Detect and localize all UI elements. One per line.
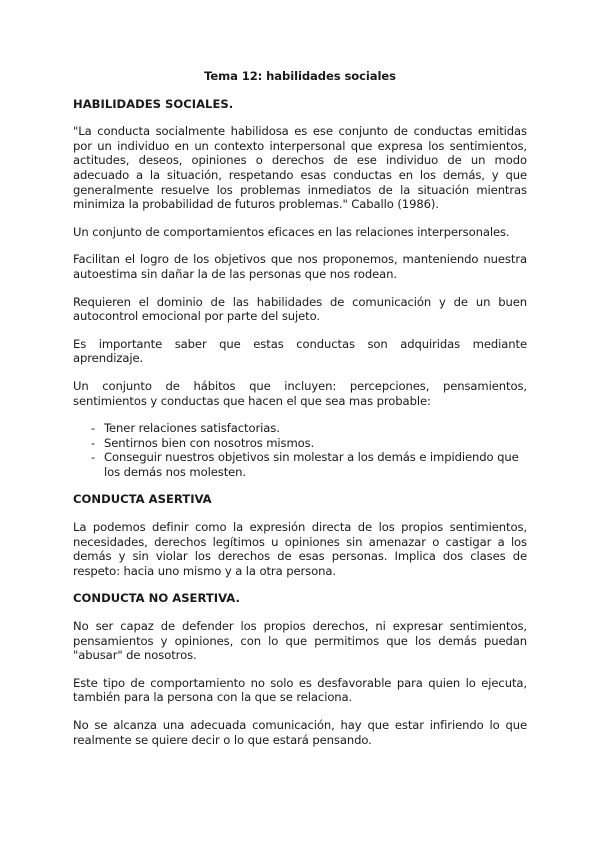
section-heading-conducta-asertiva: CONDUCTA ASERTIVA [73, 492, 212, 507]
bullet-dash: - [91, 450, 96, 465]
list-item-text: Tener relaciones satisfactorias. [104, 421, 280, 436]
list-item [91, 421, 527, 436]
paragraph: Facilitan el logro de los objetivos que nos proponemos, manteniendo nuestra autoestima sin dañar la de las personas que nos rodean. [73, 252, 527, 281]
bullet-dash: - [91, 435, 96, 450]
paragraph: Un conjunto de comportamientos eficaces en las relaciones interpersonales. [73, 224, 510, 239]
section-heading-habilidades-sociales: HABILIDADES SOCIALES. [73, 96, 234, 111]
paragraph: La podemos definir como la expresión directa de los propios sentimientos, necesidades, derechos legítimos u opiniones sin amenazar o castigar a los demás y sin violar los derechos de esas personas. Implica dos clases de respeto: hacia uno mismo y a la otra persona. [73, 520, 527, 578]
list-item-text: Sentirnos bien con nosotros mismos. [104, 435, 315, 450]
paragraph: Es importante saber que estas conductas son adquiridas mediante aprendizaje. [73, 336, 527, 366]
paragraph: No ser capaz de defender los propios derechos, ni expresar sentimientos, pensamientos y opiniones, con lo que permitimos que los demás puedan "abusar" de nosotros. [73, 619, 527, 663]
document-content [73, 69, 527, 760]
paragraph: Este tipo de comportamiento no solo es desfavorable para quien lo ejecuta, también para la persona con la que se relaciona. [73, 675, 527, 705]
paragraph: Un conjunto de hábitos que incluyen: percepciones, pensamientos, sentimientos y conductas que hacen el que sea mas probable: [73, 378, 527, 408]
list-item [91, 450, 527, 479]
paragraph: No se alcanza una adecuada comunicación, hay que estar infiriendo lo que realmente se quiere decir o lo que estará pensando. [73, 718, 527, 747]
list-item-text: Conseguir nuestros objetivos sin molestar a los demás e impidiendo que los demás nos molesten. [104, 450, 519, 479]
section-heading-conducta-no-asertiva: CONDUCTA NO ASERTIVA. [73, 591, 240, 606]
bullet-dash: - [91, 421, 96, 436]
list-item [91, 436, 527, 451]
bullet-list [73, 421, 527, 479]
quote-paragraph: "La conducta socialmente habilidosa es ese conjunto de conductas emitidas por un individuo en un contexto interpersonal que expresa los sentimientos, actitudes, deseos, opiniones o derechos de ese individuo de un modo adecuado a la situación, respetando esas conductas en los demás, y que generalmente resuelve los problemas inmediatos de la situación mientras minimiza la probabilidad de futuros problemas." Caballo (1986). [73, 124, 527, 212]
paragraph: Requieren el dominio de las habilidades de comunicación y de un buen autocontrol emocional por parte del sujeto. [73, 294, 527, 324]
document-title: Tema 12: habilidades sociales [204, 69, 396, 83]
